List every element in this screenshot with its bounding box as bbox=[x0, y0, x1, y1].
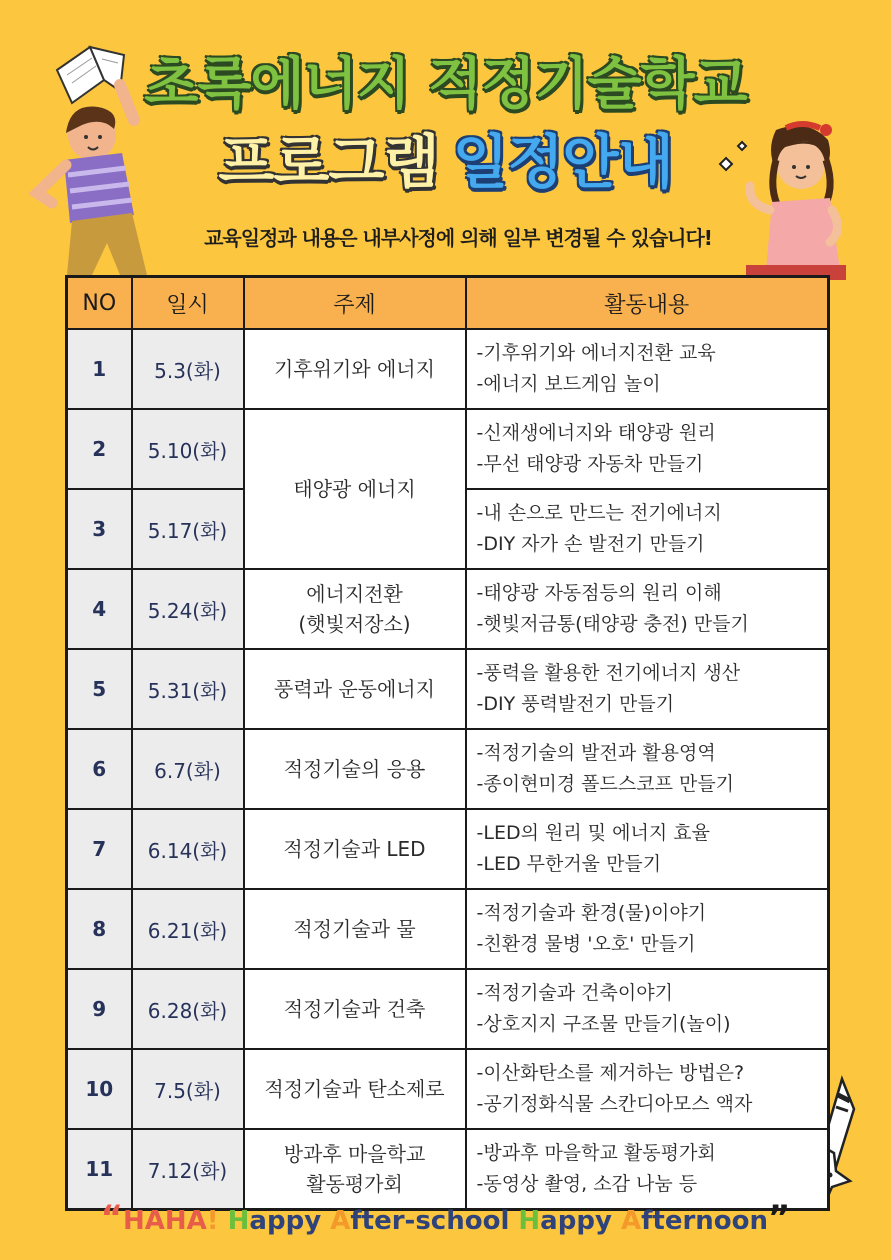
table-row bbox=[67, 809, 829, 889]
table-row bbox=[67, 969, 829, 1049]
page-title bbox=[0, 52, 891, 196]
activity-line: -이산화탄소를 제거하는 방법은? bbox=[476, 1062, 745, 1084]
slogan-letter: H bbox=[518, 1206, 541, 1236]
row-activity bbox=[466, 409, 829, 489]
activity-line: -방과후 마을학교 활동평가회 bbox=[476, 1142, 716, 1164]
activity-line: -공기정화식물 스칸디아모스 액자 bbox=[476, 1093, 753, 1115]
activity-line: -동영상 촬영, 소감 나눔 등 bbox=[476, 1173, 698, 1195]
activity-line: -적정기술의 발전과 활용영역 bbox=[476, 742, 716, 764]
row-no: 10 bbox=[67, 1049, 132, 1129]
topic-line: 방과후 마을학교 bbox=[283, 1142, 426, 1166]
slogan-haha: HAHA bbox=[122, 1206, 207, 1236]
close-quote: ” bbox=[768, 1198, 791, 1238]
activity-line: -LED 무한거울 만들기 bbox=[476, 853, 662, 875]
table-row bbox=[67, 889, 829, 969]
row-topic: 태양광 에너지 bbox=[244, 409, 466, 569]
table-header-row bbox=[67, 277, 829, 330]
row-no: 2 bbox=[67, 409, 132, 489]
activity-line: -DIY 자가 손 발전기 만들기 bbox=[476, 533, 705, 555]
slogan-word: fternoon bbox=[641, 1206, 769, 1236]
schedule-change-notice: 교육일정과 내용은 내부사정에 의해 일부 변경될 수 있습니다! bbox=[204, 226, 712, 250]
activity-line: -신재생에너지와 태양광 원리 bbox=[476, 422, 716, 444]
title-program: 프로그램 bbox=[218, 128, 439, 196]
header-activity: 활동내용 bbox=[466, 277, 829, 330]
row-date: 6.28(화) bbox=[132, 969, 244, 1049]
row-date: 5.31(화) bbox=[132, 649, 244, 729]
row-activity bbox=[466, 729, 829, 809]
row-activity bbox=[466, 489, 829, 569]
activity-line: -종이현미경 폴드스코프 만들기 bbox=[476, 773, 735, 795]
row-date: 5.17(화) bbox=[132, 489, 244, 569]
schedule-table bbox=[65, 275, 830, 1211]
table-row bbox=[67, 329, 829, 409]
row-topic: 적정기술과 물 bbox=[244, 889, 466, 969]
slogan-bang: ! bbox=[206, 1206, 219, 1236]
row-topic: 적정기술의 응용 bbox=[244, 729, 466, 809]
row-activity bbox=[466, 329, 829, 409]
row-date: 7.5(화) bbox=[132, 1049, 244, 1129]
table-row bbox=[67, 569, 829, 649]
slogan-letter: H bbox=[227, 1206, 250, 1236]
row-date: 5.24(화) bbox=[132, 569, 244, 649]
table-row bbox=[67, 409, 829, 489]
row-topic: 기후위기와 에너지 bbox=[244, 329, 466, 409]
row-no: 8 bbox=[67, 889, 132, 969]
title-line-2 bbox=[0, 128, 891, 196]
row-topic: 적정기술과 탄소제로 bbox=[244, 1049, 466, 1129]
row-topic bbox=[244, 569, 466, 649]
row-topic: 풍력과 운동에너지 bbox=[244, 649, 466, 729]
title-schedule: 일정안내 bbox=[452, 128, 673, 196]
topic-line: 활동평가회 bbox=[306, 1172, 403, 1196]
activity-line: -태양광 자동점등의 원리 이해 bbox=[476, 582, 722, 604]
row-activity bbox=[466, 889, 829, 969]
row-activity bbox=[466, 809, 829, 889]
header-date: 일시 bbox=[132, 277, 244, 330]
row-date: 6.14(화) bbox=[132, 809, 244, 889]
row-date: 5.10(화) bbox=[132, 409, 244, 489]
slogan-letter: A bbox=[620, 1206, 642, 1236]
row-no: 4 bbox=[67, 569, 132, 649]
row-activity bbox=[466, 1049, 829, 1129]
row-date: 6.7(화) bbox=[132, 729, 244, 809]
activity-line: -내 손으로 만드는 전기에너지 bbox=[476, 502, 722, 524]
table-row bbox=[67, 649, 829, 729]
row-no: 6 bbox=[67, 729, 132, 809]
row-topic: 적정기술과 건축 bbox=[244, 969, 466, 1049]
slogan-word: appy bbox=[249, 1206, 331, 1236]
row-activity bbox=[466, 569, 829, 649]
activity-line: -LED의 원리 및 에너지 효율 bbox=[476, 822, 710, 844]
activity-line: -적정기술과 건축이야기 bbox=[476, 982, 673, 1004]
row-no: 7 bbox=[67, 809, 132, 889]
row-activity bbox=[466, 969, 829, 1049]
footer-slogan bbox=[0, 1198, 891, 1238]
activity-line: -적정기술과 환경(물)이야기 bbox=[476, 902, 707, 924]
row-no: 9 bbox=[67, 969, 132, 1049]
row-date: 6.21(화) bbox=[132, 889, 244, 969]
activity-line: -에너지 보드게임 놀이 bbox=[476, 373, 661, 395]
row-topic: 적정기술과 LED bbox=[244, 809, 466, 889]
row-no: 3 bbox=[67, 489, 132, 569]
activity-line: -상호지지 구조물 만들기(놀이) bbox=[476, 1013, 731, 1035]
row-no: 5 bbox=[67, 649, 132, 729]
table-row bbox=[67, 729, 829, 809]
topic-line: (햇빛저장소) bbox=[298, 612, 411, 636]
row-date: 5.3(화) bbox=[132, 329, 244, 409]
activity-line: -친환경 물병 '오호' 만들기 bbox=[476, 933, 696, 955]
table-row bbox=[67, 1049, 829, 1129]
topic-line: 에너지전환 bbox=[306, 582, 403, 606]
header-topic: 주제 bbox=[244, 277, 466, 330]
activity-line: -기후위기와 에너지전환 교육 bbox=[476, 342, 716, 364]
slogan-word: appy bbox=[540, 1206, 621, 1236]
slogan-word: fter-school bbox=[350, 1206, 519, 1236]
row-no: 1 bbox=[67, 329, 132, 409]
row-date: 7.12(화) bbox=[132, 1129, 244, 1210]
title-line-1: 초록에너지 적정기술학교 bbox=[144, 52, 747, 117]
header-no: NO bbox=[67, 277, 132, 330]
activity-line: -무선 태양광 자동차 만들기 bbox=[476, 453, 704, 475]
activity-line: -햇빛저금통(태양광 충전) 만들기 bbox=[476, 613, 749, 635]
row-activity bbox=[466, 649, 829, 729]
row-no: 11 bbox=[67, 1129, 132, 1210]
activity-line: -DIY 풍력발전기 만들기 bbox=[476, 693, 675, 715]
activity-line: -풍력을 활용한 전기에너지 생산 bbox=[476, 662, 741, 684]
open-quote: “ bbox=[100, 1198, 123, 1238]
slogan-letter: A bbox=[330, 1206, 351, 1236]
